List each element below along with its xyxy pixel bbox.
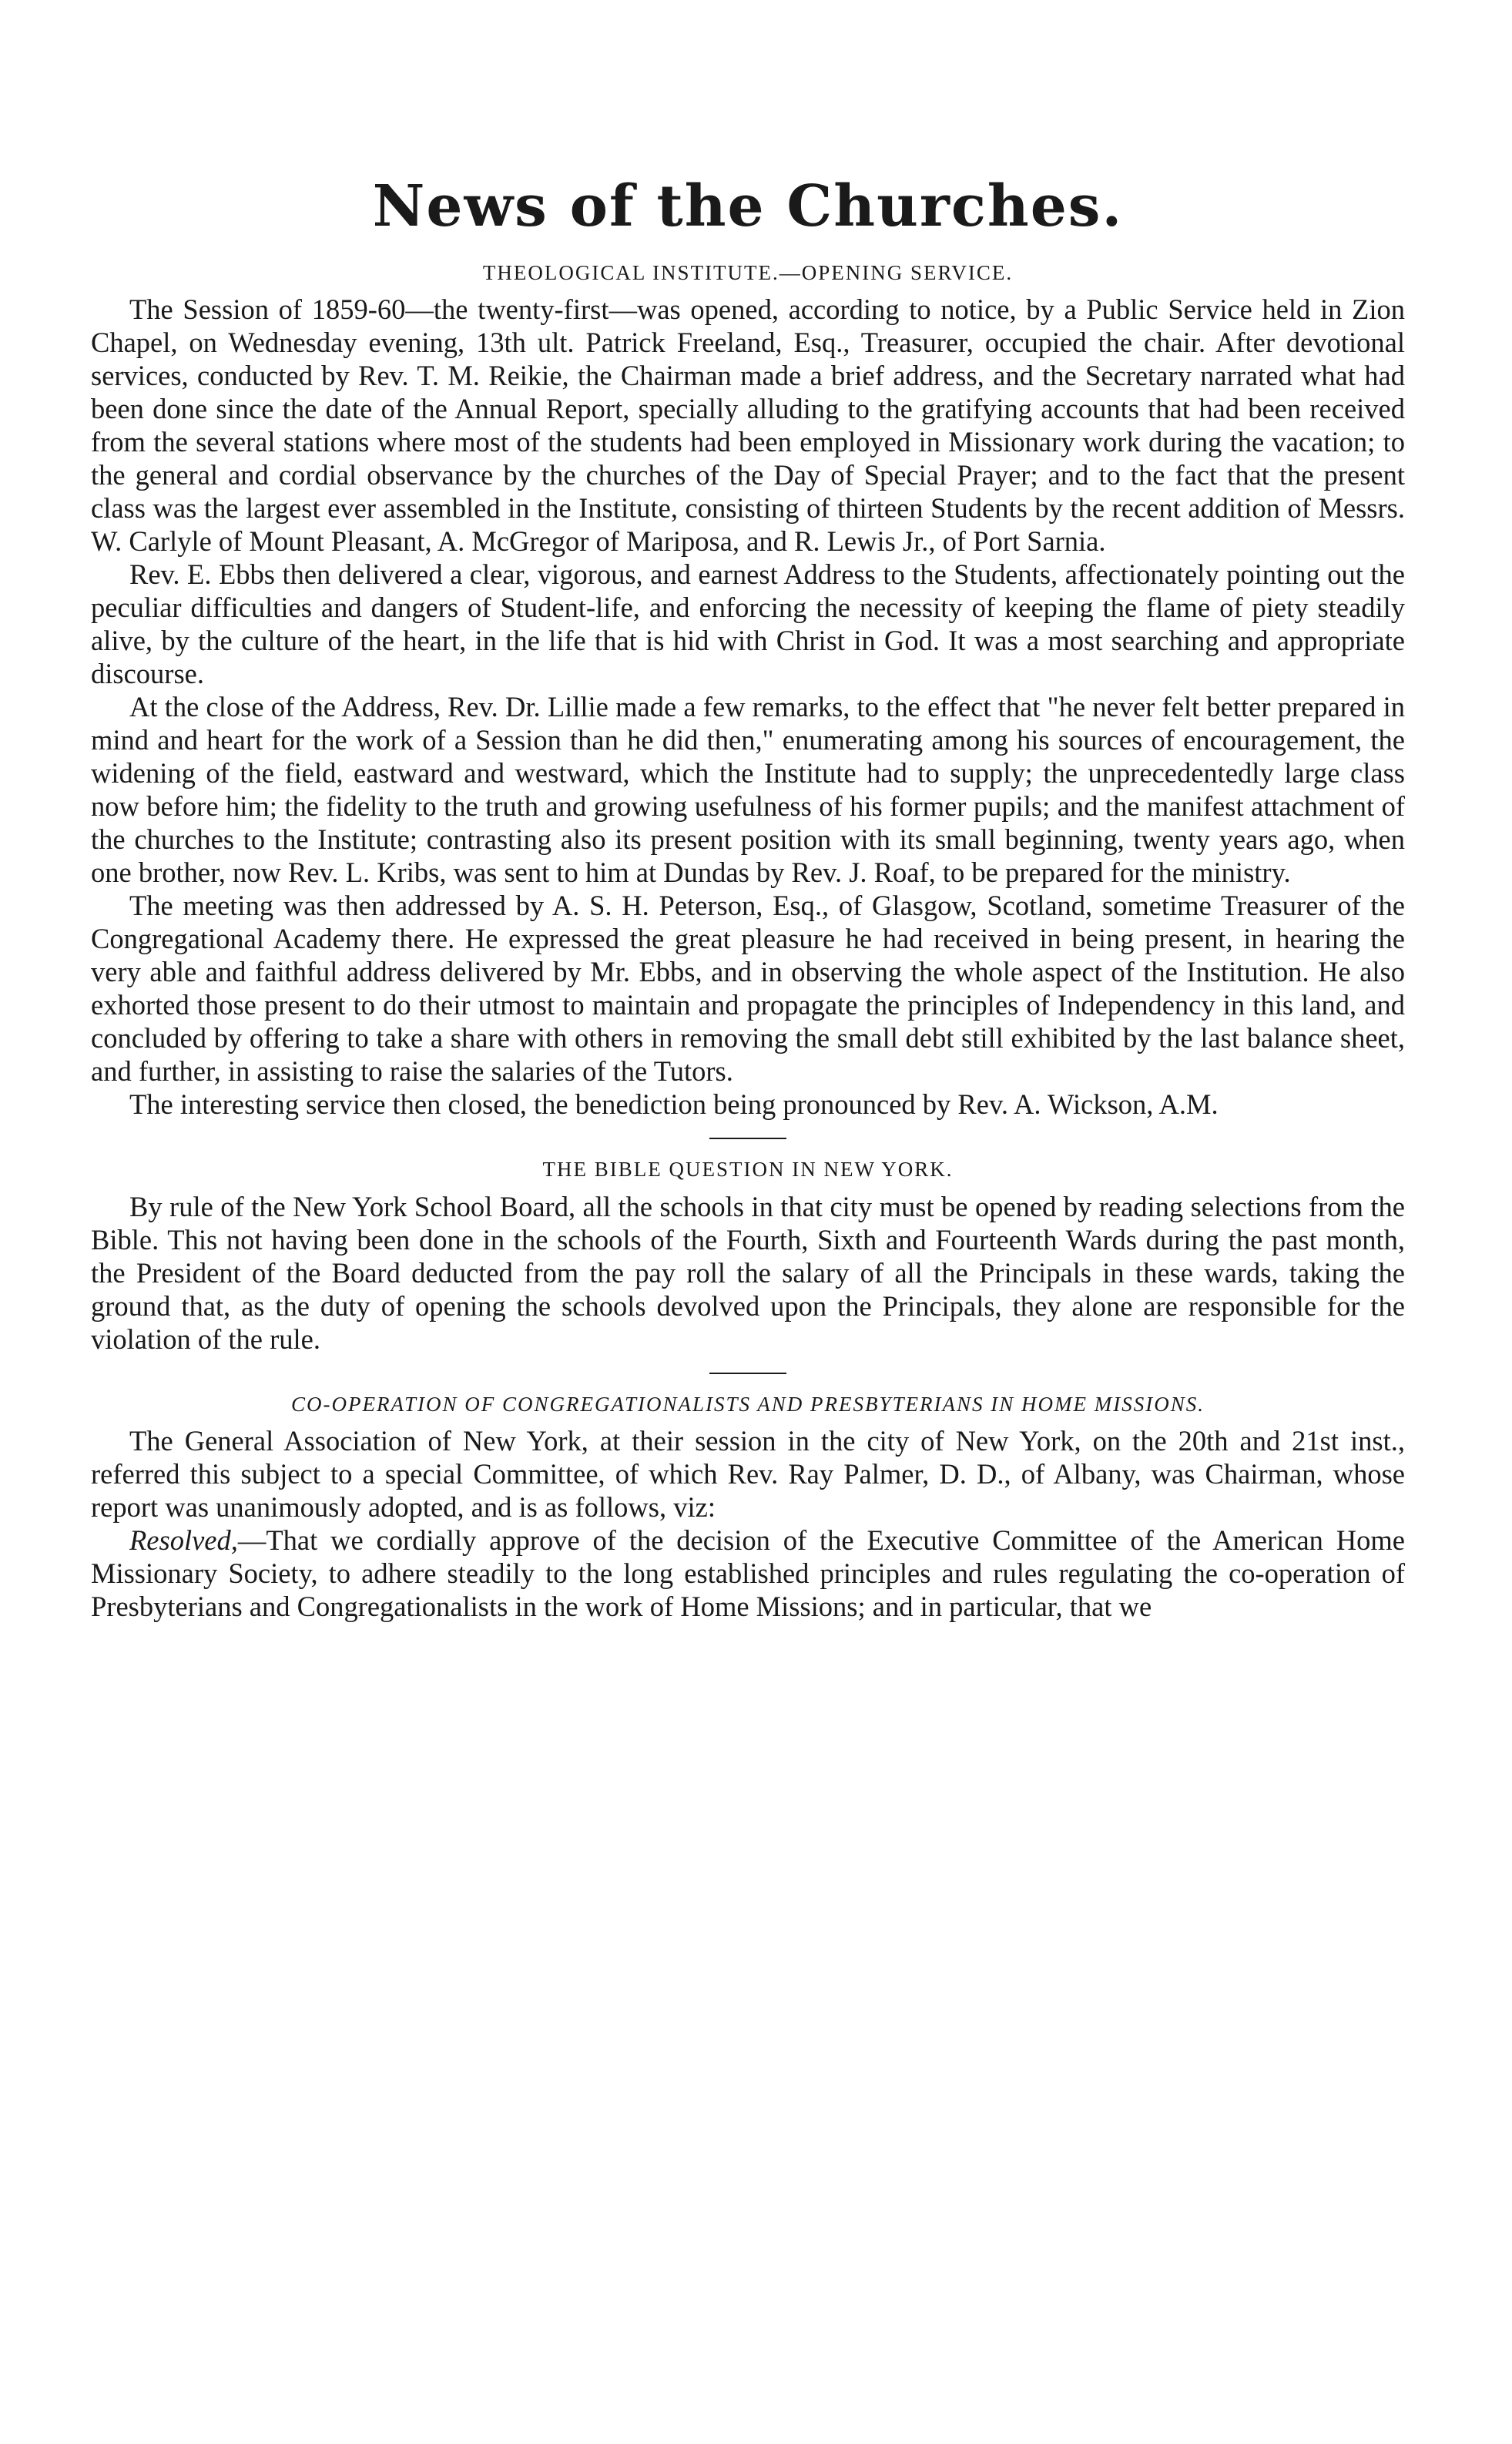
- paragraph: Rev. E. Ebbs then delivered a clear, vigorous, and earnest Address to the Students, affectionately pointing out the peculiar difficulties and dangers of Student-life, and enforcing the necessity of keeping the flame of piety steadily alive, by the culture of the heart, in the life that is hid with Christ in God. It was a most searching and appropriate discourse.: [91, 558, 1405, 690]
- paragraph: By rule of the New York School Board, all the schools in that city must be opened by reading selections from the Bible. This not having been done in the schools of the Fourth, Sixth and Fourteenth Wards during the past month, the President of the Board deducted from the pay roll the salary of all the Principals in these wards, taking the ground that, as the duty of opening the schools devolved upon the Principals, they alone are responsible for the violation of the rule.: [91, 1190, 1405, 1355]
- section-divider: [709, 1138, 786, 1139]
- section-cooperation: [91, 1391, 1405, 1623]
- section-bible-question: [91, 1156, 1405, 1355]
- section-divider: [709, 1373, 786, 1374]
- masthead-title: News of the Churches.: [372, 173, 1124, 240]
- resolution-text: —That we cordially approve of the decision of the Executive Committee of the American Home Missionary Society, to adhere steadily to the long established principles and rules regulating the co-operation of Presbyterians and Congregationalists in the work of Home Missions; and in particular, that we: [91, 1524, 1405, 1622]
- section-heading: CO-OPERATION OF CONGREGATIONALISTS AND PRESBYTERIANS IN HOME MISSIONS.: [291, 1392, 1205, 1416]
- section-heading: THEOLOGICAL INSTITUTE.—OPENING SERVICE.: [482, 261, 1014, 285]
- section-theological-institute: [91, 260, 1405, 1121]
- paragraph: At the close of the Address, Rev. Dr. Lillie made a few remarks, to the effect that "he never felt better prepared in mind and heart for the work of a Session than he did then," enumerating among his sources of encouragement, the widening of the field, eastward and westward, which the Institute had to supply; the unprecedentedly large class now before him; the fidelity to the truth and growing usefulness of his former pupils; and the manifest attachment of the churches to the Institute; contrasting also its present position with its small beginning, twenty years ago, when one brother, now Rev. L. Kribs, was sent to him at Dundas by Rev. J. Roaf, to be prepared for the ministry.: [91, 691, 1405, 889]
- page: [91, 173, 1405, 1629]
- paragraph: The meeting was then addressed by A. S. H. Peterson, Esq., of Glasgow, Scotland, sometime Treasurer of the Congregational Academy there. He expressed the great pleasure he had received in being present, in hearing the very able and faithful address delivered by Mr. Ebbs, and in observing the whole aspect of the Institution. He also exhorted those present to do their utmost to maintain and propagate the principles of Independency in this land, and concluded by offering to take a share with others in removing the small debt still exhibited by the last balance sheet, and further, in assisting to raise the salaries of the Tutors.: [91, 890, 1405, 1088]
- resolution-lead: Resolved,: [129, 1524, 238, 1556]
- paragraph: The interesting service then closed, the benediction being pronounced by Rev. A. Wickson, A.M.: [129, 1088, 1219, 1121]
- paragraph: The General Association of New York, at their session in the city of New York, on the 20th and 21st inst., referred this subject to a special Committee, of which Rev. Ray Palmer, D. D., of Albany, was Chairman, whose report was unanimously adopted, and is as follows, viz:: [91, 1424, 1405, 1523]
- resolution-paragraph: [91, 1524, 1405, 1623]
- paragraph: The Session of 1859-60—the twenty-first—was opened, according to notice, by a Public Service held in Zion Chapel, on Wednesday evening, 13th ult. Patrick Freeland, Esq., Treasurer, occupied the chair. After devotional services, conducted by Rev. T. M. Reikie, the Chairman made a brief address, and the Secretary narrated what had been done since the date of the Annual Report, specially alluding to the gratifying accounts that had been received from the several stations where most of the students had been employed in Missionary work during the vacation; to the general and cordial observance by the churches of the Day of Special Prayer; and to the fact that the present class was the largest ever assembled in the Institute, consisting of thirteen Students by the recent addition of Messrs. W. Carlyle of Mount Pleasant, A. McGregor of Mariposa, and R. Lewis Jr., of Port Sarnia.: [91, 293, 1405, 558]
- section-heading: THE BIBLE QUESTION IN NEW YORK.: [542, 1158, 954, 1182]
